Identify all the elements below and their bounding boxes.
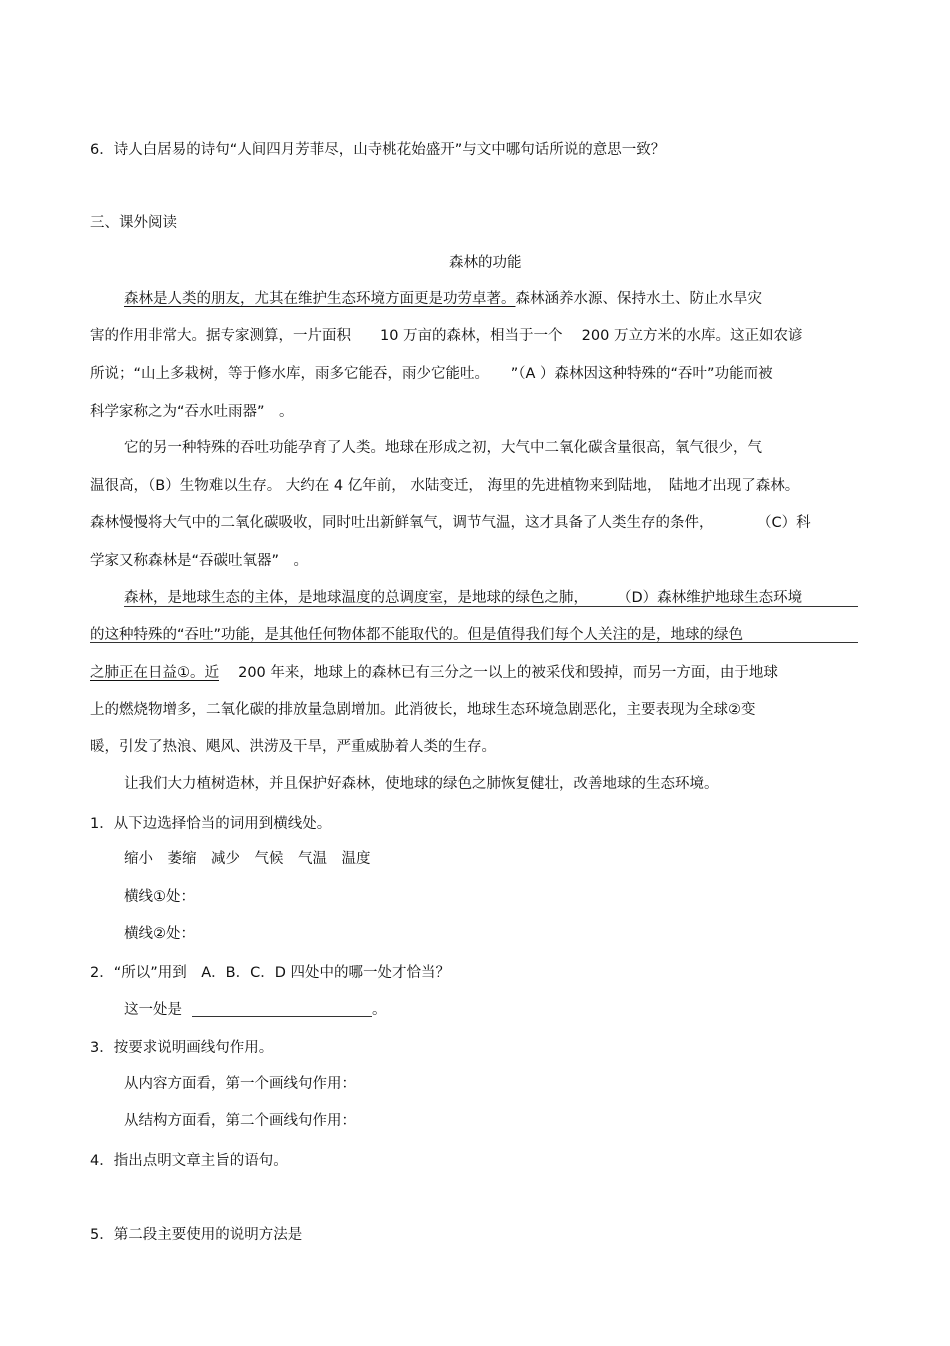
p2-line3: 森林慢慢将大气中的二氧化碳吸收，同时吐出新鲜氧气，调节气温，这才具备了人类生存的条件， （C）科 [90,515,811,531]
p3-line4: 上的燃烧物增多，二氧化碳的排放量急剧增加。此消彼长，地球生态环境急剧恶化，主要表现为全球②变 [90,702,756,718]
q1-word-options: 缩小 萎缩 减少 气候 气温 温度 [124,851,371,867]
underline-rule-1 [124,606,858,607]
section-heading: 三、课外阅读 [90,215,177,231]
q2-answer-prefix: 这一处是 [124,1002,182,1018]
p1-line3: 所说；“山上多栽树，等于修水库，雨多它能吞，雨少它能吐。 ”（A ）森林因这种特殊的“吞叶”功能而被 [90,366,773,382]
p1-line4: 科学家称之为“吞水吐雨器” 。 [90,404,294,420]
p2-line2: 温很高，（B）生物难以生存。 大约在 4 亿年前， 水陆变迁， 海里的先进植物来到陆地， 陆地才出现了森林。 [90,478,800,494]
underlined-sentence-1: 森林是人类的朋友，尤其在维护生态环境方面更是功劳卓著。 [124,291,516,307]
q1-blank-2-label: 横线②处： [124,926,195,942]
p3-line3-rest: 200 年来，地球上的森林已有三分之一以上的被采伐和毁掉，而另一方面，由于地球 [219,665,778,681]
q2-answer-blank[interactable] [192,1016,372,1017]
p3-line3 [90,663,778,683]
q3-structure-prompt: 从结构方面看，第二个画线句作用： [124,1113,356,1129]
question-1: 1．从下边选择恰当的词用到横线处。 [90,816,332,832]
p3-line2: 的这种特殊的“吞吐”功能，是其他任何物体都不能取代的。但是值得我们每个人关注的是，地球的绿色 [90,627,744,643]
question-2: 2．“所以”用到 A．B．C．D 四处中的哪一处才恰当？ [90,965,451,981]
article-title: 森林的功能 [449,255,522,271]
underlined-sentence-2-end: 之肺正在日益①。近 [90,665,219,681]
p3-line5: 暖，引发了热浪、飓风、洪涝及干旱，严重威胁着人类的生存。 [90,739,496,755]
q1-blank-1-label: 横线①处： [124,889,195,905]
underline-rule-2 [90,642,858,643]
p1-line1 [124,289,762,309]
p2-line1: 它的另一种特殊的吞吐功能孕育了人类。地球在形成之初，大气中二氧化碳含量很高，氧气很少，气 [124,440,762,456]
p3-line1: 森林，是地球生态的主体，是地球温度的总调度室，是地球的绿色之肺， （D）森林维护地球生态环境 [124,590,803,606]
question-3: 3．按要求说明画线句作用。 [90,1040,274,1056]
p2-line4: 学家又称森林是“吞碳吐氧器” 。 [90,553,309,569]
q2-answer-line [124,1000,182,1020]
p1-line1-rest: 森林涵养水源、保持水土、防止水旱灾 [515,291,762,307]
question-6: 6．诗人白居易的诗句“人间四月芳菲尽，山寺桃花始盛开”与文中哪句话所说的意思一致？ [90,142,666,158]
question-5: 5．第二段主要使用的说明方法是 [90,1227,303,1243]
p4-line: 让我们大力植树造林，并且保护好森林，使地球的绿色之肺恢复健壮，改善地球的生态环境。 [124,776,719,792]
question-4: 4．指出点明文章主旨的语句。 [90,1153,288,1169]
q2-answer-suffix: 。 [372,1002,387,1018]
p1-line2: 害的作用非常大。据专家测算，一片面积 10 万亩的森林，相当于一个 200 万立方米的水库。这正如农谚 [90,328,803,344]
q3-content-prompt: 从内容方面看，第一个画线句作用： [124,1076,356,1092]
